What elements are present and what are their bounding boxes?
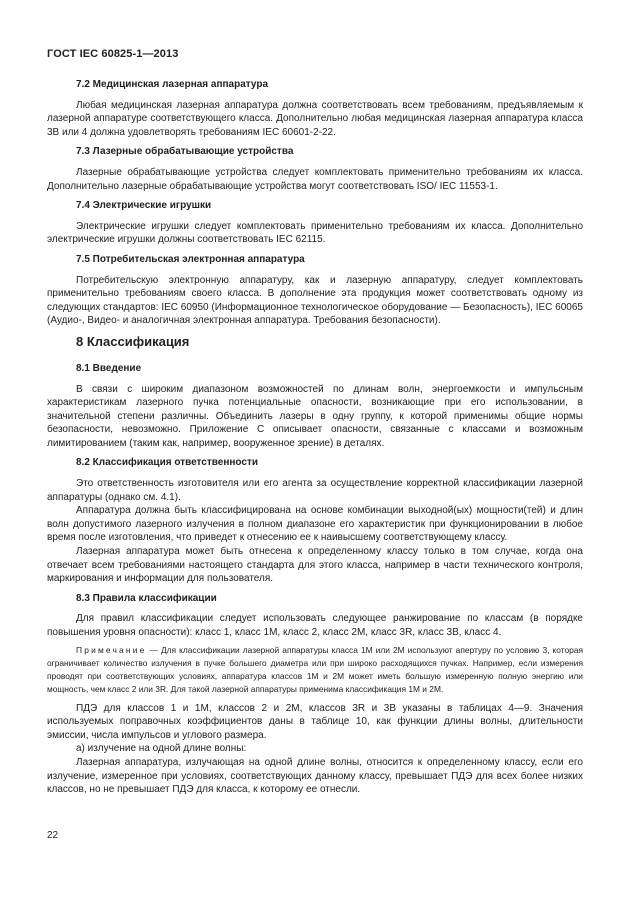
- section-8-3-title: 8.3 Правила классификации: [76, 592, 217, 604]
- page-number: 22: [47, 830, 59, 841]
- section-7-4-title: 7.4 Электрические игрушки: [76, 200, 212, 212]
- section-8-1-paragraph: В связи с широким диапазоном возможностей по длинам волн, энергоемкости и импульсным характеристикам лазерного пучка потенциальные опасности, возникающие при его использовании, в значительной степени различны. Объединить лазеры в одну группу, к которой применимы общие нормы безопасности, невозможно. Приложение С описывает опасности, связанные с классами и возможным лимитированием (таким как, например, вооруженное зрение) в деталях.: [47, 383, 583, 449]
- section-8-2-title: 8.2 Классификация ответственности: [76, 457, 259, 469]
- section-7-5-title: 7.5 Потребительская электронная аппаратура: [76, 253, 305, 265]
- section-8-3-note: [47, 644, 583, 696]
- document-body: [47, 78, 583, 797]
- section-8-3-paragraph-2: ПДЭ для классов 1 и 1М, классов 2 и 2М, классов 3R и 3В указаны в таблицах 4—9. Значения используемых поправочных коэффициентов даны в таблице 10, как функции длины волны, длительности эмиссии, числа импульсов и углового размера.: [47, 702, 583, 741]
- section-7-4-paragraph: Электрические игрушки следует комплектовать применительно требованиям их класса. Дополнительно электрические игрушки должны соответствовать IEC 62115.: [47, 220, 583, 246]
- section-8-2-paragraph-3: Лазерная аппаратура может быть отнесена к определенному классу только в том случае, когда она отвечает всем требованиями настоящего стандарта для этого класса, например в части технического контроля, маркирования и информации для пользователя.: [47, 546, 583, 585]
- section-8-1-title: 8.1 Введение: [76, 362, 142, 374]
- section-8-title: 8 Классификация: [76, 333, 190, 349]
- section-7-3-title: 7.3 Лазерные обрабатывающие устройства: [76, 146, 294, 158]
- section-7-3-paragraph: Лазерные обрабатывающие устройства следует комплектовать применительно требованиям их класса. Дополнительно лазерные обрабатывающие устройства могут соответствовать ISO/ IEC 11553-1.: [47, 166, 583, 192]
- document-header: ГОСТ IEC 60825-1—2013: [47, 48, 179, 60]
- section-8-3-paragraph-1: Для правил классификации следует использовать следующее ранжирование по классам (в порядке повышения уровня опасности): класс 1, класс 1М, класс 2, класс 2М, класс 3R, класс 3В, класс 4.: [47, 613, 583, 638]
- section-7-2-title: 7.2 Медицинская лазерная аппаратура: [76, 79, 269, 90]
- note-text: — Для классификации лазерной аппаратуры класса 1М или 2М используют апертуру по условию 3, которая ограничивает количество излучения в пучке большего диаметра или при широко расходящихся пучках. Например, если измерения проводят при соответствующих условиях, аппаратура классов 1М и 2М может иметь большую измеренную полную энергию или мощность, чем класс 2 или 3R. Для такой лазерной аппаратуры применима классификация 1М и 2М.: [47, 644, 583, 694]
- section-8-2-paragraph-1: Это ответственность изготовителя или его агента за осуществление корректной классификации лазерной аппаратуры (однако см. 4.1).: [47, 478, 583, 503]
- note-label: Примечание: [76, 644, 147, 655]
- section-8-3-paragraph-3: а) излучение на одной длине волны:: [76, 743, 247, 755]
- section-8-2-paragraph-2: Аппаратура должна быть классифицирована на основе комбинации выходной(ых) мощности(тей) и длин волн допустимого лазерного излучения в полном диапазоне его характеристик при функционировании в любое время после изготовления, что приведет к отнесению ее к наивысшему соответствующему классу.: [47, 505, 583, 544]
- section-8-3-paragraph-4: Лазерная аппаратура, излучающая на одной длине волны, относится к определенному классу, если его излучение, измеренное при условиях, соответствующих данному классу, превышает ПДЭ для всех более низких классов, но не превышает ПДЭ для класса, к которому ее отнесли.: [47, 756, 583, 796]
- section-7-2-paragraph: Любая медицинская лазерная аппаратура должна соответствовать всем требованиям, предъявляемым к лазерной аппаратуре соответствующего класса. Дополнительно любая медицинская лазерная аппаратура класса 3В или 4 должна удовлетворять требованиям IEC 60601-2-22.: [47, 99, 583, 138]
- section-7-5-paragraph: Потребительскую электронную аппаратуру, как и лазерную аппаратуру, следует комплектовать применительно требованиям своего класса. В дополнение эта продукция может соответствовать одному из следующих стандартов: IEC 60950 (Информационное технологическое оборудование — Безопасность), IEC 60065 (Аудио-, Видео- и аналогичная электронная аппаратура. Требования безопасности).: [47, 274, 583, 327]
